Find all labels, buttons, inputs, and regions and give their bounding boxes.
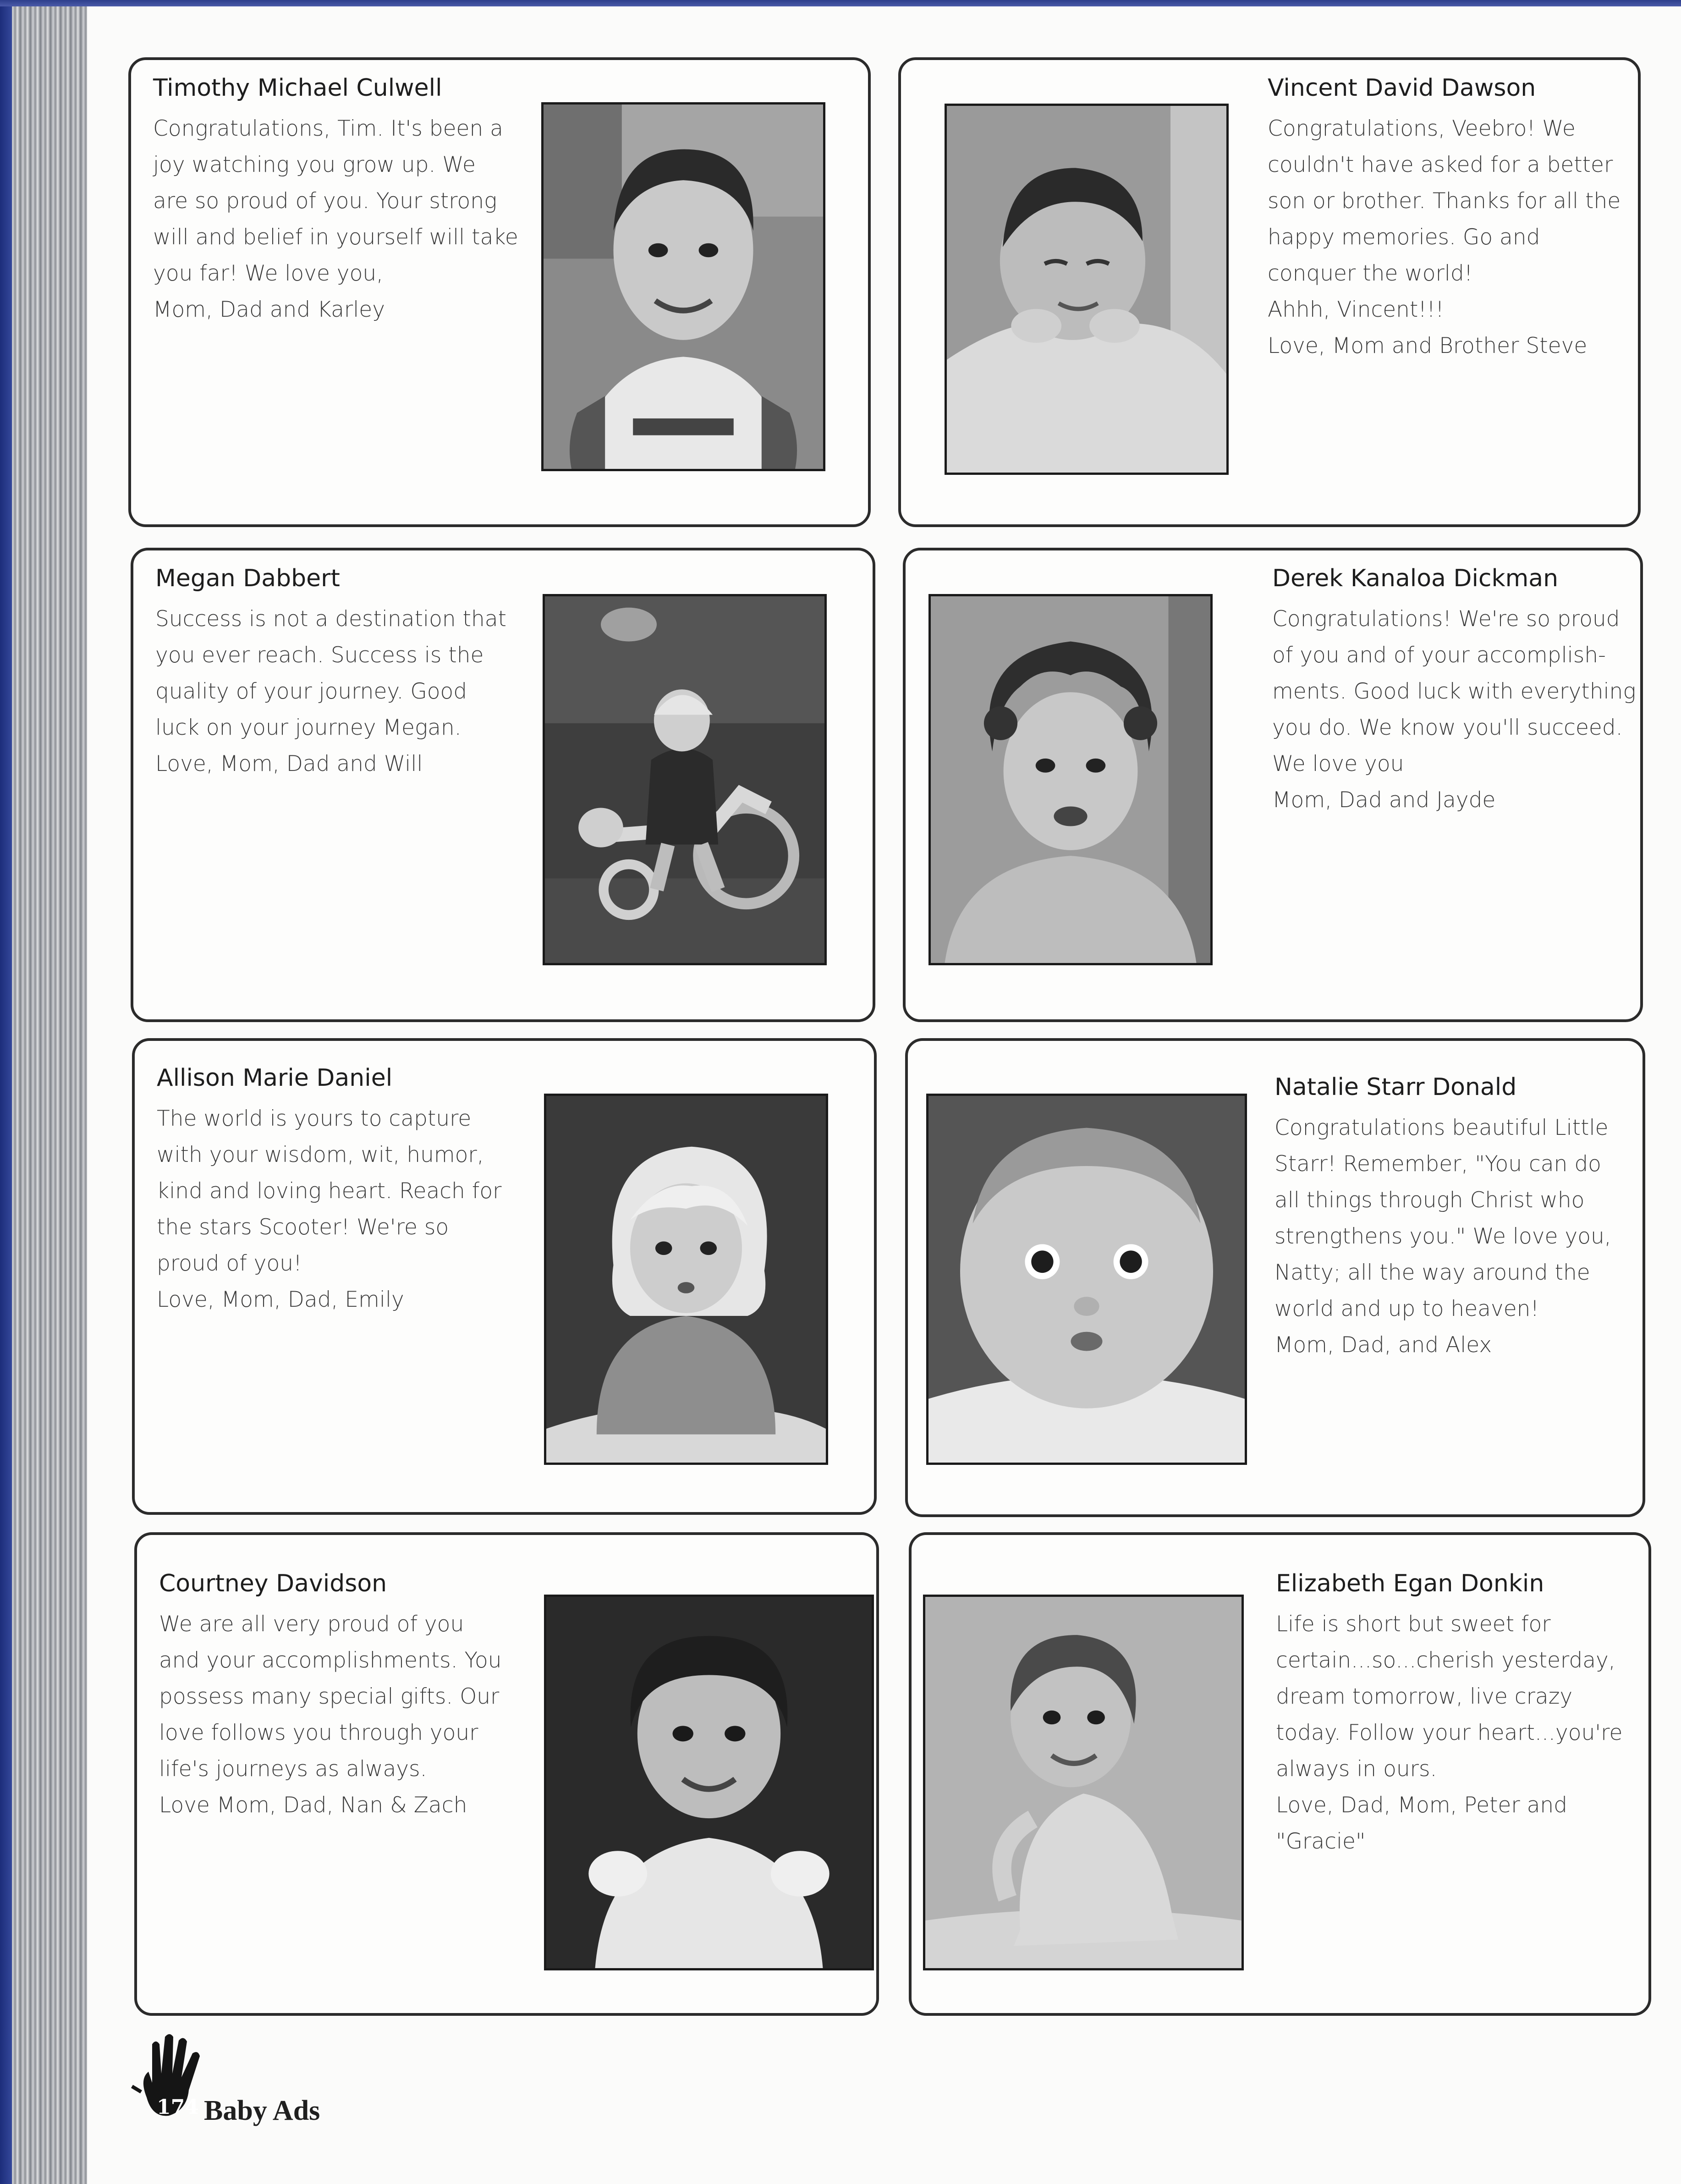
message-line: Success is not a destination that <box>155 606 506 632</box>
ad-message <box>1274 1110 1611 1363</box>
ad-message <box>157 1100 501 1318</box>
message-line: Love, Dad, Mom, Peter and <box>1276 1793 1568 1818</box>
message-line: are so proud of you. Your strong <box>153 188 497 214</box>
ad-name: Vincent David Dawson <box>1268 74 1536 102</box>
message-line: Mom, Dad and Karley <box>153 297 385 322</box>
message-line: Mom, Dad, and Alex <box>1274 1332 1492 1358</box>
baby-ad-card <box>909 1532 1651 2016</box>
message-line: Congratulations, Veebro! We <box>1268 116 1576 141</box>
message-line: of you and of your accomplish- <box>1272 643 1606 668</box>
message-line: world and up to heaven! <box>1274 1296 1539 1321</box>
baby-photo <box>544 1595 874 1970</box>
baby-photo <box>543 594 827 965</box>
message-line: you ever reach. Success is the <box>155 643 484 668</box>
ad-name: Timothy Michael Culwell <box>153 74 442 102</box>
message-line: Ahhh, Vincent!!! <box>1268 297 1444 322</box>
ad-name: Derek Kanaloa Dickman <box>1272 565 1559 592</box>
message-line: certain...so...cherish yesterday, <box>1276 1648 1615 1673</box>
message-line: Natty; all the way around the <box>1274 1260 1590 1285</box>
cover-top-edge <box>0 0 1681 6</box>
message-line: "Gracie" <box>1276 1829 1366 1854</box>
book-spine-pages <box>0 0 87 2184</box>
message-line: Congratulations! We're so proud <box>1272 606 1620 632</box>
section-title: Baby Ads <box>204 2095 320 2126</box>
message-line: life's journeys as always. <box>159 1756 427 1782</box>
message-line: dream tomorrow, live crazy <box>1276 1684 1573 1709</box>
ad-message <box>155 601 506 782</box>
baby-ad-card <box>131 548 875 1022</box>
message-line: love follows you through your <box>159 1720 478 1745</box>
message-line: The world is yours to capture <box>157 1106 472 1131</box>
message-line: you far! We love you, <box>153 261 384 286</box>
message-line: conquer the world! <box>1268 261 1473 286</box>
ad-name: Elizabeth Egan Donkin <box>1276 1570 1544 1597</box>
message-line: Starr! Remember, "You can do <box>1274 1151 1601 1177</box>
message-line: Life is short but sweet for <box>1276 1612 1551 1637</box>
baby-photo <box>923 1595 1244 1970</box>
baby-ad-card <box>898 57 1641 527</box>
message-line: and your accomplishments. You <box>159 1648 502 1673</box>
message-line: luck on your journey Megan. <box>155 715 461 740</box>
ad-message <box>159 1606 502 1823</box>
book-cover-edge <box>0 0 12 2184</box>
page-footer <box>128 2026 367 2131</box>
message-line: always in ours. <box>1276 1756 1437 1782</box>
message-line: Mom, Dad and Jayde <box>1272 787 1496 813</box>
message-line: son or brother. Thanks for all the <box>1268 188 1621 214</box>
message-line: Love, Mom and Brother Steve <box>1268 333 1588 358</box>
message-line: will and belief in yourself will take <box>153 225 518 250</box>
ad-name: Courtney Davidson <box>159 1570 387 1597</box>
message-line: today. Follow your heart...you're <box>1276 1720 1623 1745</box>
message-line: couldn't have asked for a better <box>1268 152 1613 177</box>
baby-photo <box>544 1094 828 1465</box>
message-line: We love you <box>1272 751 1404 776</box>
baby-ad-card <box>128 57 871 527</box>
baby-ad-card <box>903 548 1643 1022</box>
ad-message <box>1272 601 1636 818</box>
message-line: joy watching you grow up. We <box>153 152 476 177</box>
baby-ad-card <box>132 1038 877 1515</box>
message-line: Congratulations, Tim. It's been a <box>153 116 503 141</box>
message-line: you do. We know you'll succeed. <box>1272 715 1623 740</box>
page-number: 174 <box>157 2096 199 2119</box>
message-line: kind and loving heart. Reach for <box>157 1178 502 1204</box>
message-line: proud of you! <box>157 1251 302 1276</box>
ad-message <box>153 110 518 328</box>
message-line: Love, Mom, Dad, Emily <box>157 1287 404 1312</box>
baby-photo <box>945 104 1229 475</box>
ad-message <box>1268 110 1621 364</box>
message-line: We are all very proud of you <box>159 1612 464 1637</box>
message-line: quality of your journey. Good <box>155 679 467 704</box>
ad-name: Natalie Starr Donald <box>1274 1073 1517 1101</box>
baby-photo <box>541 102 825 471</box>
message-line: strengthens you." We love you, <box>1274 1224 1611 1249</box>
baby-ad-card <box>134 1532 879 2016</box>
baby-ad-card <box>905 1038 1645 1517</box>
message-line: all things through Christ who <box>1274 1188 1585 1213</box>
baby-photo <box>928 594 1213 965</box>
message-line: ments. Good luck with everything <box>1272 679 1636 704</box>
message-line: Love, Mom, Dad and Will <box>155 751 423 776</box>
message-line: the stars Scooter! We're so <box>157 1215 449 1240</box>
ad-name: Megan Dabbert <box>155 565 340 592</box>
ad-name: Allison Marie Daniel <box>157 1064 393 1092</box>
message-line: Love Mom, Dad, Nan & Zach <box>159 1793 467 1818</box>
baby-photo <box>926 1094 1247 1465</box>
ad-message <box>1276 1606 1622 1859</box>
message-line: happy memories. Go and <box>1268 225 1540 250</box>
message-line: with your wisdom, wit, humor, <box>157 1142 484 1167</box>
message-line: possess many special gifts. Our <box>159 1684 500 1709</box>
message-line: Congratulations beautiful Little <box>1274 1115 1609 1140</box>
